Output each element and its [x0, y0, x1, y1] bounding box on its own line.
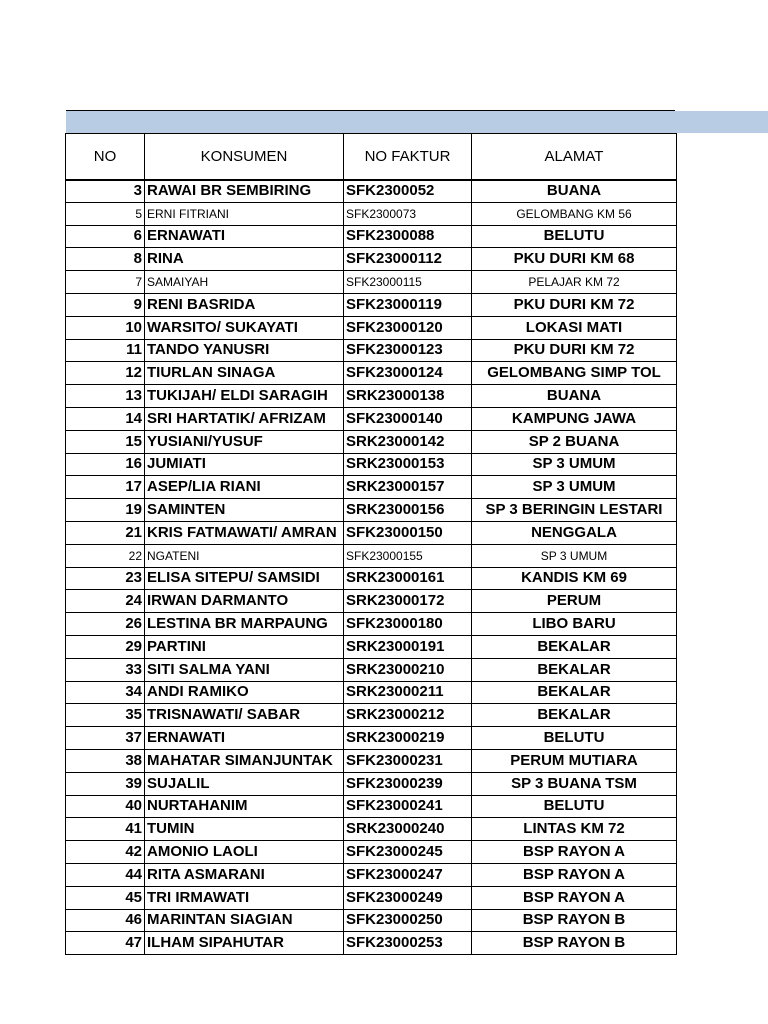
row-no-cell[interactable]: 35: [66, 704, 145, 727]
row-no-cell[interactable]: 42: [66, 841, 145, 864]
row-konsumen-cell[interactable]: RINA: [145, 248, 344, 271]
row-konsumen-cell[interactable]: KRIS FATMAWATI/ AMRAN: [145, 521, 344, 544]
table-row[interactable]: [66, 271, 677, 294]
row-no-faktur-cell[interactable]: SFK23000155: [344, 544, 472, 567]
row-no-cell[interactable]: 15: [66, 430, 145, 453]
table-row[interactable]: [66, 727, 677, 750]
row-konsumen-cell[interactable]: JUMIATI: [145, 453, 344, 476]
row-konsumen-cell[interactable]: NURTAHANIM: [145, 795, 344, 818]
row-no-faktur-cell[interactable]: SFK23000245: [344, 841, 472, 864]
row-alamat-cell[interactable]: BEKALAR: [472, 681, 677, 704]
row-no-faktur-cell[interactable]: SRK23000191: [344, 635, 472, 658]
row-alamat-cell[interactable]: PKU DURI KM 72: [472, 339, 677, 362]
row-no-faktur-cell[interactable]: SFK23000123: [344, 339, 472, 362]
row-no-cell[interactable]: 21: [66, 521, 145, 544]
row-no-faktur-cell[interactable]: SFK23000247: [344, 863, 472, 886]
row-no-faktur-cell[interactable]: SFK23000140: [344, 407, 472, 430]
row-no-faktur-cell[interactable]: SFK23000250: [344, 909, 472, 932]
row-no-cell[interactable]: 38: [66, 749, 145, 772]
row-no-cell[interactable]: 14: [66, 407, 145, 430]
table-row[interactable]: [66, 293, 677, 316]
row-konsumen-cell[interactable]: ELISA SITEPU/ SAMSIDI: [145, 567, 344, 590]
table-row[interactable]: [66, 544, 677, 567]
table-row[interactable]: [66, 590, 677, 613]
row-no-cell[interactable]: 9: [66, 293, 145, 316]
row-alamat-cell[interactable]: BSP RAYON A: [472, 841, 677, 864]
row-alamat-cell[interactable]: KANDIS KM 69: [472, 567, 677, 590]
row-alamat-cell[interactable]: BSP RAYON A: [472, 863, 677, 886]
table-row[interactable]: [66, 909, 677, 932]
row-no-cell[interactable]: 33: [66, 658, 145, 681]
table-row[interactable]: [66, 430, 677, 453]
row-no-faktur-cell[interactable]: SRK23000172: [344, 590, 472, 613]
row-alamat-cell[interactable]: BEKALAR: [472, 658, 677, 681]
table-row[interactable]: [66, 749, 677, 772]
row-no-faktur-cell[interactable]: SFK2300073: [344, 202, 472, 225]
row-no-faktur-cell[interactable]: SFK23000249: [344, 886, 472, 909]
row-konsumen-cell[interactable]: TUMIN: [145, 818, 344, 841]
row-no-cell[interactable]: 44: [66, 863, 145, 886]
table-row[interactable]: [66, 886, 677, 909]
table-row[interactable]: [66, 841, 677, 864]
table-row[interactable]: [66, 932, 677, 955]
row-no-cell[interactable]: 23: [66, 567, 145, 590]
header-band: [66, 111, 768, 133]
row-no-cell[interactable]: 40: [66, 795, 145, 818]
row-konsumen-cell[interactable]: TANDO YANUSRI: [145, 339, 344, 362]
row-no-cell[interactable]: 6: [66, 225, 145, 248]
header-no-faktur: NO FAKTUR: [344, 134, 472, 180]
row-no-faktur-cell[interactable]: SRK23000157: [344, 476, 472, 499]
row-no-cell[interactable]: 24: [66, 590, 145, 613]
row-no-faktur-cell[interactable]: SRK23000219: [344, 727, 472, 750]
table-row[interactable]: [66, 635, 677, 658]
table-row[interactable]: [66, 567, 677, 590]
row-no-cell[interactable]: 5: [66, 202, 145, 225]
row-no-faktur-cell[interactable]: SFK2300088: [344, 225, 472, 248]
row-alamat-cell[interactable]: GELOMBANG KM 56: [472, 202, 677, 225]
row-konsumen-cell[interactable]: TUKIJAH/ ELDI SARAGIH: [145, 385, 344, 408]
table-row[interactable]: [66, 225, 677, 248]
table-header-row: [66, 134, 677, 180]
row-alamat-cell[interactable]: PKU DURI KM 68: [472, 248, 677, 271]
row-no-cell[interactable]: 46: [66, 909, 145, 932]
row-konsumen-cell[interactable]: RENI BASRIDA: [145, 293, 344, 316]
header-konsumen: KONSUMEN: [145, 134, 344, 180]
row-alamat-cell[interactable]: SP 2 BUANA: [472, 430, 677, 453]
table-row[interactable]: [66, 362, 677, 385]
row-no-faktur-cell[interactable]: SRK23000153: [344, 453, 472, 476]
row-no-faktur-cell[interactable]: SFK23000231: [344, 749, 472, 772]
table-row[interactable]: [66, 248, 677, 271]
row-konsumen-cell[interactable]: WARSITO/ SUKAYATI: [145, 316, 344, 339]
row-no-faktur-cell[interactable]: SFK23000150: [344, 521, 472, 544]
row-alamat-cell[interactable]: BUANA: [472, 385, 677, 408]
row-konsumen-cell[interactable]: ILHAM SIPAHUTAR: [145, 932, 344, 955]
row-alamat-cell[interactable]: SP 3 BERINGIN LESTARI: [472, 499, 677, 522]
row-no-faktur-cell[interactable]: SFK23000180: [344, 613, 472, 636]
row-no-faktur-cell[interactable]: SRK23000161: [344, 567, 472, 590]
row-no-faktur-cell[interactable]: SFK23000241: [344, 795, 472, 818]
row-konsumen-cell[interactable]: SAMINTEN: [145, 499, 344, 522]
table-row[interactable]: [66, 818, 677, 841]
table-row[interactable]: [66, 704, 677, 727]
row-alamat-cell[interactable]: PERUM: [472, 590, 677, 613]
row-alamat-cell[interactable]: BSP RAYON B: [472, 909, 677, 932]
row-no-cell[interactable]: 39: [66, 772, 145, 795]
table-row[interactable]: [66, 499, 677, 522]
table-row[interactable]: [66, 202, 677, 225]
table-row[interactable]: [66, 180, 677, 203]
row-no-faktur-cell[interactable]: SFK2300052: [344, 180, 472, 203]
row-konsumen-cell[interactable]: ANDI RAMIKO: [145, 681, 344, 704]
row-no-faktur-cell[interactable]: SRK23000142: [344, 430, 472, 453]
row-konsumen-cell[interactable]: ERNAWATI: [145, 727, 344, 750]
row-alamat-cell[interactable]: SP 3 UMUM: [472, 453, 677, 476]
table-row[interactable]: [66, 521, 677, 544]
table-row[interactable]: [66, 863, 677, 886]
row-konsumen-cell[interactable]: NGATENI: [145, 544, 344, 567]
row-alamat-cell[interactable]: GELOMBANG SIMP TOL: [472, 362, 677, 385]
row-no-cell[interactable]: 3: [66, 180, 145, 203]
row-alamat-cell[interactable]: LOKASI MATI: [472, 316, 677, 339]
row-konsumen-cell[interactable]: PARTINI: [145, 635, 344, 658]
row-no-cell[interactable]: 47: [66, 932, 145, 955]
row-konsumen-cell[interactable]: SITI SALMA YANI: [145, 658, 344, 681]
row-no-faktur-cell[interactable]: SFK23000124: [344, 362, 472, 385]
table-row[interactable]: [66, 772, 677, 795]
row-konsumen-cell[interactable]: RAWAI BR SEMBIRING: [145, 180, 344, 203]
row-no-cell[interactable]: 29: [66, 635, 145, 658]
table-row[interactable]: [66, 613, 677, 636]
table-body: [66, 180, 677, 955]
table-row[interactable]: [66, 681, 677, 704]
row-konsumen-cell[interactable]: MAHATAR SIMANJUNTAK: [145, 749, 344, 772]
row-no-faktur-cell[interactable]: SRK23000240: [344, 818, 472, 841]
row-no-faktur-cell[interactable]: SFK23000119: [344, 293, 472, 316]
row-no-cell[interactable]: 8: [66, 248, 145, 271]
customer-table: [65, 133, 677, 955]
row-konsumen-cell[interactable]: ERNI FITRIANI: [145, 202, 344, 225]
row-no-faktur-cell[interactable]: SFK23000120: [344, 316, 472, 339]
row-no-faktur-cell[interactable]: SRK23000211: [344, 681, 472, 704]
table-row[interactable]: [66, 407, 677, 430]
row-no-cell[interactable]: 17: [66, 476, 145, 499]
row-no-faktur-cell[interactable]: SFK23000253: [344, 932, 472, 955]
table-row[interactable]: [66, 316, 677, 339]
row-alamat-cell[interactable]: PELAJAR KM 72: [472, 271, 677, 294]
row-alamat-cell[interactable]: BELUTU: [472, 795, 677, 818]
row-konsumen-cell[interactable]: SRI HARTATIK/ AFRIZAM: [145, 407, 344, 430]
row-alamat-cell[interactable]: SP 3 UMUM: [472, 544, 677, 567]
row-no-faktur-cell[interactable]: SFK23000112: [344, 248, 472, 271]
row-no-cell[interactable]: 13: [66, 385, 145, 408]
row-no-cell[interactable]: 22: [66, 544, 145, 567]
row-alamat-cell[interactable]: SP 3 BUANA TSM: [472, 772, 677, 795]
row-alamat-cell[interactable]: LIBO BARU: [472, 613, 677, 636]
row-konsumen-cell[interactable]: MARINTAN SIAGIAN: [145, 909, 344, 932]
row-alamat-cell[interactable]: BELUTU: [472, 225, 677, 248]
row-no-faktur-cell[interactable]: SFK23000239: [344, 772, 472, 795]
row-no-cell[interactable]: 34: [66, 681, 145, 704]
row-konsumen-cell[interactable]: RITA ASMARANI: [145, 863, 344, 886]
row-no-faktur-cell[interactable]: SRK23000138: [344, 385, 472, 408]
row-alamat-cell[interactable]: NENGGALA: [472, 521, 677, 544]
row-no-cell[interactable]: 41: [66, 818, 145, 841]
row-alamat-cell[interactable]: LINTAS KM 72: [472, 818, 677, 841]
table-row[interactable]: [66, 453, 677, 476]
row-konsumen-cell[interactable]: TIURLAN SINAGA: [145, 362, 344, 385]
row-alamat-cell[interactable]: BUANA: [472, 180, 677, 203]
row-konsumen-cell[interactable]: LESTINA BR MARPAUNG: [145, 613, 344, 636]
row-no-cell[interactable]: 37: [66, 727, 145, 750]
header-no: NO: [66, 134, 145, 180]
row-alamat-cell[interactable]: BEKALAR: [472, 635, 677, 658]
row-no-cell[interactable]: 7: [66, 271, 145, 294]
row-konsumen-cell[interactable]: SUJALIL: [145, 772, 344, 795]
row-no-faktur-cell[interactable]: SRK23000212: [344, 704, 472, 727]
row-no-cell[interactable]: 10: [66, 316, 145, 339]
table-row[interactable]: [66, 385, 677, 408]
table-row[interactable]: [66, 795, 677, 818]
row-konsumen-cell[interactable]: IRWAN DARMANTO: [145, 590, 344, 613]
row-alamat-cell[interactable]: PERUM MUTIARA: [472, 749, 677, 772]
row-alamat-cell[interactable]: BELUTU: [472, 727, 677, 750]
row-no-cell[interactable]: 45: [66, 886, 145, 909]
row-konsumen-cell[interactable]: YUSIANI/YUSUF: [145, 430, 344, 453]
row-alamat-cell[interactable]: BSP RAYON B: [472, 932, 677, 955]
row-alamat-cell[interactable]: BSP RAYON A: [472, 886, 677, 909]
row-alamat-cell[interactable]: KAMPUNG JAWA: [472, 407, 677, 430]
header-alamat: ALAMAT: [472, 134, 677, 180]
table-row[interactable]: [66, 476, 677, 499]
row-alamat-cell[interactable]: BEKALAR: [472, 704, 677, 727]
row-no-faktur-cell[interactable]: SFK23000115: [344, 271, 472, 294]
row-no-cell[interactable]: 26: [66, 613, 145, 636]
row-no-cell[interactable]: 11: [66, 339, 145, 362]
row-no-cell[interactable]: 16: [66, 453, 145, 476]
row-konsumen-cell[interactable]: SAMAIYAH: [145, 271, 344, 294]
row-no-faktur-cell[interactable]: SRK23000210: [344, 658, 472, 681]
row-no-faktur-cell[interactable]: SRK23000156: [344, 499, 472, 522]
row-konsumen-cell[interactable]: AMONIO LAOLI: [145, 841, 344, 864]
row-no-cell[interactable]: 12: [66, 362, 145, 385]
row-konsumen-cell[interactable]: TRI IRMAWATI: [145, 886, 344, 909]
row-konsumen-cell[interactable]: TRISNAWATI/ SABAR: [145, 704, 344, 727]
row-no-cell[interactable]: 19: [66, 499, 145, 522]
row-konsumen-cell[interactable]: ASEP/LIA RIANI: [145, 476, 344, 499]
table-row[interactable]: [66, 658, 677, 681]
table-row[interactable]: [66, 339, 677, 362]
row-konsumen-cell[interactable]: ERNAWATI: [145, 225, 344, 248]
row-alamat-cell[interactable]: PKU DURI KM 72: [472, 293, 677, 316]
row-alamat-cell[interactable]: SP 3 UMUM: [472, 476, 677, 499]
